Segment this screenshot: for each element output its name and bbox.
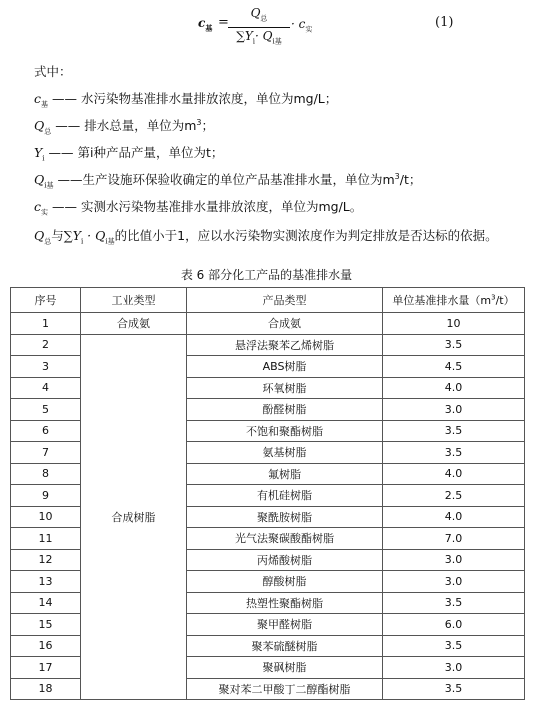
formula-fraction [228,6,290,50]
row-number: 11 [11,528,81,550]
unit-drainage-value: 4.0 [383,463,525,485]
product-type: 聚酰胺树脂 [187,506,383,528]
unit-drainage-value: 3.0 [383,549,525,571]
row-number: 6 [11,420,81,442]
formula-1 [0,0,533,50]
definition-c-base: $c_基$ —— 水污染物基准排水量排放浓度，单位为mg/L； [34,91,338,109]
product-type: 丙烯酸树脂 [187,549,383,571]
row-number: 15 [11,614,81,636]
product-type: 聚对苯二甲酸丁二醇酯树脂 [187,678,383,700]
header-product: 产品类型 [187,288,383,313]
unit-drainage-value: 3.0 [383,399,525,421]
unit-drainage-value: 3.0 [383,657,525,679]
header-no: 序号 [11,288,81,313]
unit-drainage-value: 3.5 [383,334,525,356]
row-number: 5 [11,399,81,421]
formula-tail: · $c_实$ [291,17,313,34]
product-type: 合成氨 [187,313,383,335]
product-type: 环氧树脂 [187,377,383,399]
product-type: 光气法聚碳酸酯树脂 [187,528,383,550]
unit-drainage-value: 6.0 [383,614,525,636]
unit-drainage-value: 3.5 [383,635,525,657]
header-unit-drainage: 单位基准排水量$(m^3/t)$ [383,288,525,313]
row-number: 16 [11,635,81,657]
table-title: 表 6 部分化工产品的基准排水量 [180,268,353,282]
unit-drainage-value: 4.0 [383,377,525,399]
product-type: 有机硅树脂 [187,485,383,507]
row-number: 4 [11,377,81,399]
product-type: 不饱和聚酯树脂 [187,420,383,442]
unit-drainage-value: 3.0 [383,571,525,593]
unit-drainage-value: 10 [383,313,525,335]
table-header-row [11,288,525,313]
row-number: 7 [11,442,81,464]
product-type: 聚砜树脂 [187,657,383,679]
definition-q-total: $Q_总$ —— 排水总量，单位为$m^3$； [34,117,214,136]
row-number: 2 [11,334,81,356]
row-number: 17 [11,657,81,679]
industry-type: 合成氨 [81,313,187,335]
row-number: 10 [11,506,81,528]
row-number: 12 [11,549,81,571]
product-type: 氨基树脂 [187,442,383,464]
row-number: 9 [11,485,81,507]
formula-lhs: $c_基$ [198,16,213,33]
row-number: 14 [11,592,81,614]
product-type: ABS树脂 [187,356,383,378]
row-number: 8 [11,463,81,485]
unit-drainage-value: 2.5 [383,485,525,507]
unit-drainage-value: 4.5 [383,356,525,378]
unit-drainage-value: 3.5 [383,592,525,614]
product-type: 酚醛树脂 [187,399,383,421]
product-type: 悬浮法聚苯乙烯树脂 [187,334,383,356]
row-number: 1 [11,313,81,335]
table-row [11,334,525,356]
unit-drainage-value: 7.0 [383,528,525,550]
unit-drainage-value: 4.0 [383,506,525,528]
definition-y-i: $Y_i$ —— 第i种产品产量，单位为t； [34,145,224,163]
product-type: 聚苯硫醚树脂 [187,635,383,657]
formula-number: (1) [435,15,454,30]
definition-c-measured: $c_实$ —— 实测水污染物基准排水量排放浓度，单位为mg/L。 [34,199,363,217]
product-type: 聚甲醛树脂 [187,614,383,636]
fraction-numerator: $Q_总$ [250,6,268,23]
product-type: 醇酸树脂 [187,571,383,593]
benchmark-drainage-table [10,287,525,700]
definitions-intro: 式中： [34,64,72,79]
unit-drainage-value: 3.5 [383,442,525,464]
row-number: 18 [11,678,81,700]
definition-q-i-base: $Q_{i基}$ ——生产设施环保验收确定的单位产品基准排水量，单位为$m^3/t$； [34,171,422,190]
equals-sign: = [218,15,229,30]
header-industry: 工业类型 [81,288,187,313]
row-number: 13 [11,571,81,593]
unit-drainage-value: 3.5 [383,420,525,442]
product-type: 氟树脂 [187,463,383,485]
table-row [11,313,525,335]
product-type: 热塑性聚酯树脂 [187,592,383,614]
ratio-note: $Q_总$与$\sum Y_i \cdot Q_{i基}$的比值小于1，应以水污染物实测浓度作为判定排放是否达标的依据。 [34,228,498,246]
row-number: 3 [11,356,81,378]
industry-type: 合成树脂 [81,334,187,700]
fraction-bar [228,27,290,28]
fraction-denominator: $\sum Y_i\cdot Q_{i基}$ [236,29,282,46]
unit-drainage-value: 3.5 [383,678,525,700]
